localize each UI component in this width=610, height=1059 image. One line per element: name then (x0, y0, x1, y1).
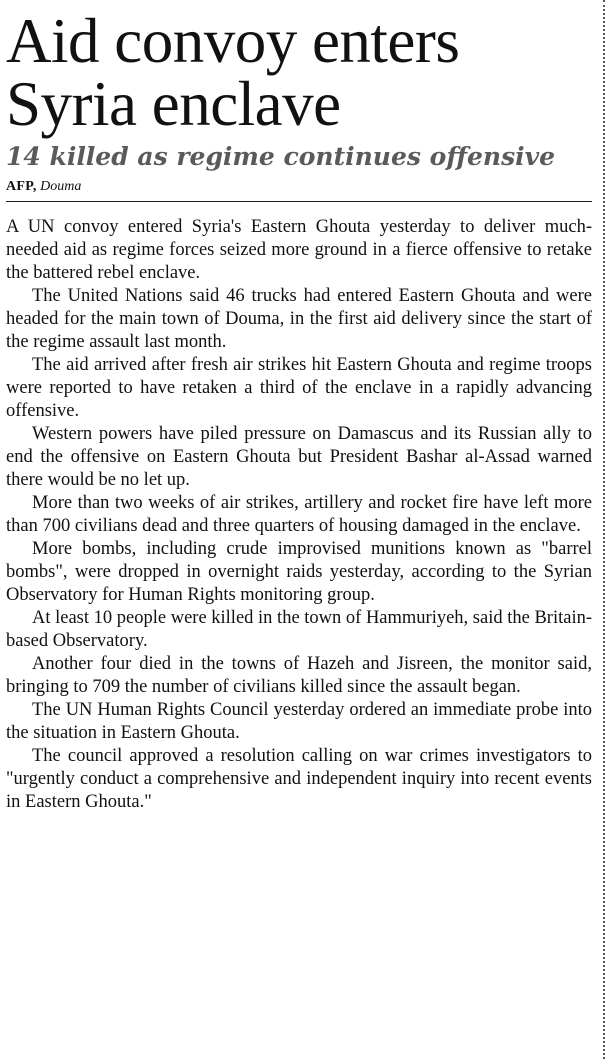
paragraph: At least 10 people were killed in the town of Hammuriyeh, said the Britain-based Observatory. (6, 608, 592, 651)
headline (6, 6, 592, 139)
headline-line-2: Syria enclave (6, 69, 341, 139)
paragraph: Western powers have piled pressure on Damascus and its Russian ally to end the offensive on Eastern Ghouta but President Bashar al-Assad warned there would be no let up. (6, 424, 592, 490)
subheadline: 14 killed as regime continues offensive (6, 142, 556, 171)
column-divider (603, 0, 605, 1059)
paragraph: A UN convoy entered Syria's Eastern Ghouta yesterday to deliver much-needed aid as regime forces seized more ground in a fierce offensive to retake the battered rebel enclave. (6, 217, 592, 283)
paragraph: More than two weeks of air strikes, artillery and rocket fire have left more than 700 civilians dead and three quarters of housing damaged in the enclave. (6, 493, 592, 536)
news-article (6, 6, 592, 814)
paragraph: The United Nations said 46 trucks had entered Eastern Ghouta and were headed for the main town of Douma, in the first aid delivery since the start of the regime assault last month. (6, 286, 592, 352)
byline (6, 178, 592, 202)
paragraph: Another four died in the towns of Hazeh and Jisreen, the monitor said, bringing to 709 the number of civilians killed since the assault began. (6, 654, 592, 697)
paragraph: The council approved a resolution calling on war crimes investigators to "urgently conduct a comprehensive and independent inquiry into recent events in Eastern Ghouta." (6, 746, 592, 812)
article-body (6, 216, 592, 814)
paragraph: The aid arrived after fresh air strikes hit Eastern Ghouta and regime troops were reported to have retaken a third of the enclave in a rapidly advancing offensive. (6, 355, 592, 421)
headline-line-1: Aid convoy enters (6, 6, 460, 76)
paragraph: The UN Human Rights Council yesterday ordered an immediate probe into the situation in Eastern Ghouta. (6, 700, 592, 743)
byline-agency: AFP, (6, 179, 37, 194)
paragraph: More bombs, including crude improvised munitions known as "barrel bombs", were dropped in overnight raids yesterday, according to the Syrian Observatory for Human Rights monitoring group. (6, 539, 592, 605)
byline-dateline: Douma (40, 179, 82, 194)
